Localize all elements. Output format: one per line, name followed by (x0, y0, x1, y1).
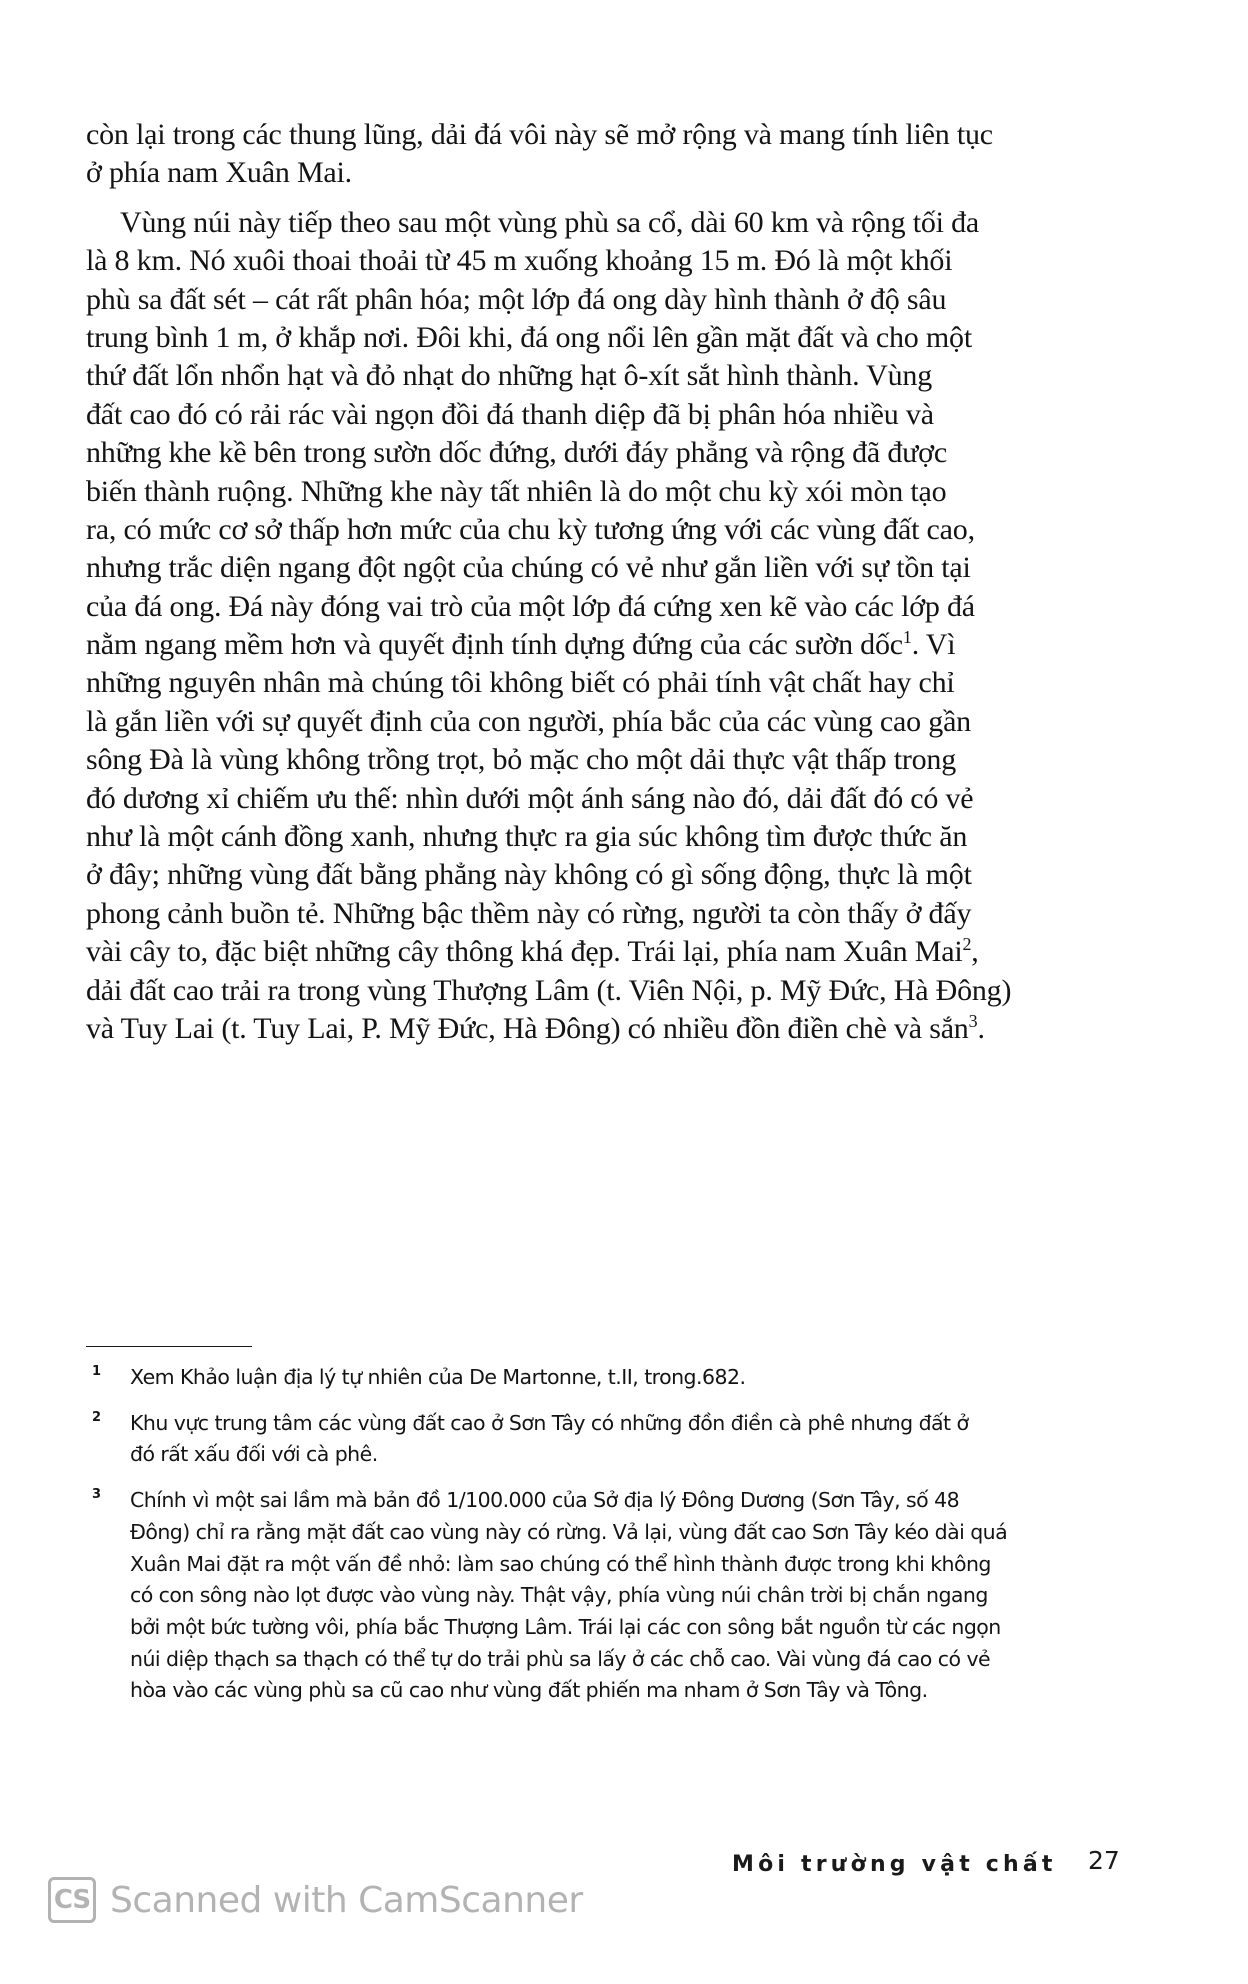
text-line: ra, có mức cơ sở thấp hơn mức của chu kỳ tương ứng với các vùng đất cao, (86, 512, 975, 546)
footnote-number: 1 (92, 1364, 102, 1379)
footnote-line: đó rất xấu đối với cà phê. (130, 1442, 378, 1467)
text-line: trung bình 1 m, ở khắp nơi. Đôi khi, đá ong nổi lên gần mặt đất và cho một (86, 320, 972, 354)
text-line: của đá ong. Đá này đóng vai trò của một lớp đá cứng xen kẽ vào các lớp đá (86, 589, 975, 623)
paragraph-2 (86, 204, 1126, 1049)
text-segment: . (977, 1011, 985, 1045)
text-line (86, 1010, 1126, 1048)
camscanner-watermark (48, 1872, 583, 1928)
text-segment: và Tuy Lai (t. Tuy Lai, P. Mỹ Đức, Hà Đông) có nhiều đồn điền chè và sắn (86, 1011, 969, 1045)
footnote-line: bởi một bức tường vôi, phía bắc Thượng Lâm. Trái lại các con sông bắt nguồn từ các ngọn (130, 1614, 1001, 1639)
body-text (86, 116, 1126, 1048)
watermark-text: Scanned with CamScanner (110, 1879, 583, 1921)
page-number: 27 (1088, 1846, 1120, 1875)
footnote-ref-2[interactable]: 2 (962, 934, 972, 955)
footnote-line: hòa vào các vùng phù sa cũ cao như vùng đất phiến ma nham ở Sơn Tây và Tông. (130, 1678, 928, 1703)
text-line: là 8 km. Nó xuôi thoai thoải từ 45 m xuống khoảng 15 m. Đó là một khối (86, 244, 953, 278)
footnote-ref-3[interactable]: 3 (968, 1010, 978, 1031)
text-line: phong cảnh buồn tẻ. Những bậc thềm này có rừng, người ta còn thấy ở đấy (86, 896, 972, 930)
footnote-3 (86, 1485, 1126, 1707)
text-line: biến thành ruộng. Những khe này tất nhiên là do một chu kỳ xói mòn tạo (86, 474, 947, 508)
footnote-line: Xem Khảo luận địa lý tự nhiên của De Martonne, t.II, trong.682. (130, 1365, 746, 1389)
footnote-line: Khu vực trung tâm các vùng đất cao ở Sơn Tây có những đồn điền cà phê nhưng đất ở (130, 1410, 969, 1435)
footnote-line: Đông) chỉ ra rằng mặt đất cao vùng này có rừng. Vả lại, vùng đất cao Sơn Tây kéo dài quá (130, 1519, 1008, 1544)
text-line: còn lại trong các thung lũng, dải đá vôi này sẽ mở rộng và mang tính liên tục (86, 118, 993, 151)
text-segment: nằm ngang mềm hơn và quyết định tính dựng đứng của các sườn dốc (86, 628, 903, 662)
footnote-number: 2 (92, 1409, 102, 1425)
text-line: đó dương xỉ chiếm ưu thế: nhìn dưới một ánh sáng nào đó, dải đất đó có vẻ (86, 781, 974, 815)
text-line: phù sa đất sét – cát rất phân hóa; một lớp đá ong dày hình thành ở độ sâu (86, 282, 947, 316)
text-segment: . Vì (911, 628, 956, 662)
text-line: như là một cánh đồng xanh, nhưng thực ra gia súc không tìm được thức ăn (86, 820, 968, 854)
text-line: sông Đà là vùng không trồng trọt, bỏ mặc cho một dải thực vật thấp trong (86, 743, 957, 777)
text-line: ở phía nam Xuân Mai. (86, 156, 352, 190)
footnote-2 (86, 1408, 1126, 1471)
camscanner-logo-icon: CS (48, 1877, 96, 1923)
text-line: dải đất cao trải ra trong vùng Thượng Lâm (t. Viên Nội, p. Mỹ Đức, Hà Đông) (86, 973, 1012, 1007)
footnote-line: Xuân Mai đặt ra một vấn đề nhỏ: làm sao chúng có thể hình thành được trong khi không (130, 1551, 991, 1576)
footnote-1 (86, 1362, 1126, 1394)
footnotes (86, 1362, 1126, 1721)
footnote-number: 3 (92, 1487, 102, 1503)
text-line (86, 626, 1126, 664)
footnote-ref-1[interactable]: 1 (902, 627, 912, 648)
text-line (86, 933, 1126, 971)
paragraph-1 (86, 116, 1126, 193)
text-line: ở đây; những vùng đất bằng phẳng này không có gì sống động, thực là một (86, 858, 972, 892)
text-line: Vùng núi này tiếp theo sau một vùng phù sa cổ, dài 60 km và rộng tối đa (120, 205, 979, 239)
text-segment: vài cây to, đặc biệt những cây thông khá đẹp. Trái lại, phía nam Xuân Mai (86, 935, 963, 969)
footnote-line: núi diệp thạch sa thạch có thể tự do trải phù sa lấy ở các chỗ cao. Vài vùng đá cao có vẻ (130, 1646, 991, 1671)
text-line: những nguyên nhân mà chúng tôi không biết có phải tính vật chất hay chỉ (86, 666, 955, 700)
footnote-divider (86, 1346, 252, 1347)
running-head: Môi trường vật chất (732, 1852, 1057, 1877)
text-segment: , (971, 935, 979, 969)
text-line: những khe kề bên trong sườn dốc đứng, dưới đáy phẳng và rộng đã được (86, 436, 947, 470)
text-line: là gắn liền với sự quyết định của con người, phía bắc của các vùng cao gần (86, 704, 971, 738)
footnote-line: có con sông nào lọt được vào vùng này. Thật vậy, phía vùng núi chân trời bị chắn ngang (130, 1583, 988, 1608)
text-line: thứ đất lổn nhổn hạt và đỏ nhạt do những hạt ô-xít sắt hình thành. Vùng (86, 359, 933, 393)
text-line: đất cao đó có rải rác vài ngọn đồi đá thanh diệp đã bị phân hóa nhiều và (86, 397, 934, 431)
footnote-line: Chính vì một sai lầm mà bản đồ 1/100.000 của Sở địa lý Đông Dương (Sơn Tây, số 48 (130, 1488, 960, 1513)
text-line: nhưng trắc diện ngang đột ngột của chúng có vẻ như gắn liền với sự tồn tại (86, 551, 971, 585)
